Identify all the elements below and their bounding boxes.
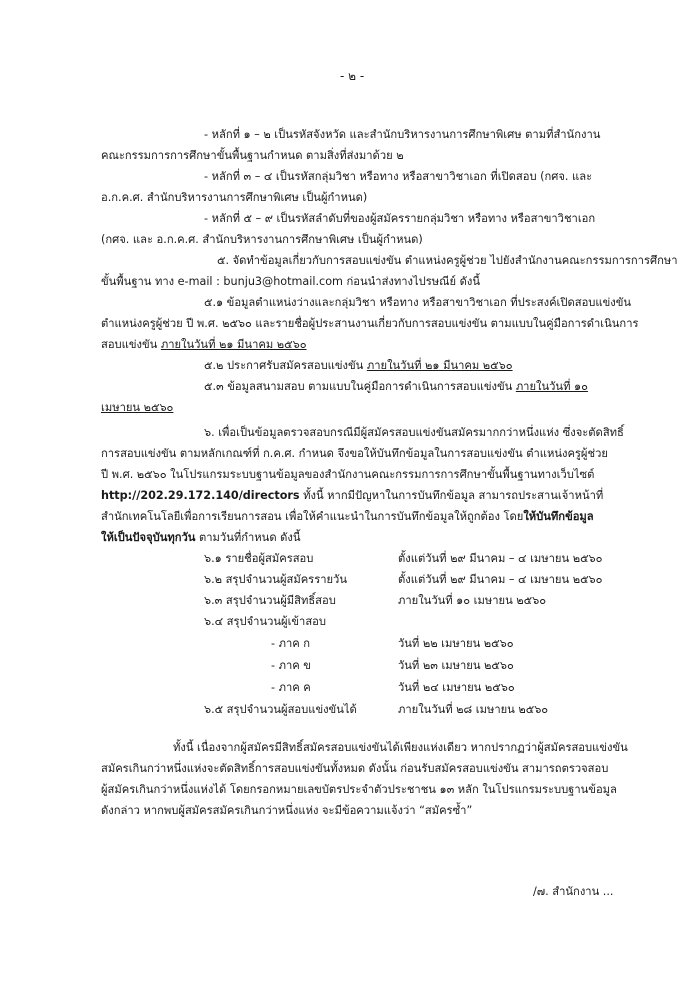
- schedule-label: ๖.๒ สรุปจำนวนผู้สมัครรายวัน: [204, 573, 347, 586]
- item5-1-deadline: ภายในวันที่ ๒๑ มีนาคม ๒๕๖๐: [160, 338, 307, 351]
- schedule-date: ตั้งแต่วันที่ ๒๙ มีนาคม – ๔ เมษายน ๒๕๖๐: [398, 552, 603, 565]
- item6-line2: การสอบแข่งขัน ตามหลักเกณฑ์ที่ ก.ค.ศ. กำหนด จึงขอให้บันทึกข้อมูลในการสอบแข่งขัน ตำแหน่งครูผู้ช่วย: [101, 447, 608, 460]
- item5-1-label: สอบแข่งขัน: [101, 338, 161, 351]
- schedule-sublabel: - ภาค ข: [271, 659, 311, 672]
- para1-line6: (กศจ. และ อ.ก.ค.ศ. สำนักบริหารงานการศึกษาพิเศษ เป็นผู้กำหนด): [101, 233, 423, 246]
- schedule-date: ภายในวันที่ ๒๘ เมษายน ๒๕๖๐: [398, 703, 549, 716]
- item5-2-line: [204, 358, 513, 374]
- item6-line5: [101, 509, 594, 525]
- schedule-date: วันที่ ๒๓ เมษายน ๒๕๖๐: [398, 659, 514, 672]
- schedule-sublabel: - ภาค ก: [271, 637, 311, 650]
- item5-2-deadline: ภายในวันที่ ๒๑ มีนาคม ๒๕๖๐: [366, 359, 513, 372]
- item6-line6-emphasis: ให้เป็นปัจจุบันทุกวัน: [101, 531, 196, 544]
- schedule-sublabel: - ภาค ค: [271, 681, 311, 694]
- item5-line2: ขั้นพื้นฐาน ทาง e-mail : bunju3@hotmail.com ก่อนนำส่งทางไปรษณีย์ ดังนี้: [101, 275, 480, 288]
- schedule-date: วันที่ ๒๔ เมษายน ๒๕๖๐: [398, 681, 515, 694]
- item6-line5-text: สำนักเทคโนโลยีเพื่อการเรียนการสอน เพื่อให้คำแนะนำในการบันทึกข้อมูลให้ถูกต้อง โดย: [101, 510, 524, 523]
- para1-line1: - หลักที่ ๑ – ๒ เป็นรหัสจังหวัด และสำนักบริหารงานการศึกษาพิเศษ ตามที่สำนักงาน: [204, 128, 601, 141]
- schedule-date: ภายในวันที่ ๑๐ เมษายน ๒๕๖๐: [398, 594, 547, 607]
- closing-line1: ทั้งนี้ เนื่องจากผู้สมัครมีสิทธิ์สมัครสอบแข่งขันได้เพียงแห่งเดียว หากปรากฏว่าผู้สมัครสอบแข่งขัน: [173, 741, 628, 754]
- para1-line2: คณะกรรมการการศึกษาขั้นพื้นฐานกำหนด ตามสิ่งที่ส่งมาด้วย ๒: [101, 149, 404, 162]
- para1-line5: - หลักที่ ๕ – ๙ เป็นรหัสลำดับที่ของผู้สมัครรายกลุ่มวิชา หรือทาง หรือสาขาวิชาเอก: [204, 212, 596, 225]
- para1-line3: - หลักที่ ๓ – ๔ เป็นรหัสกลุ่มวิชา หรือทาง หรือสาขาวิชาเอก ที่เปิดสอบ (กศจ. และ: [204, 170, 593, 183]
- item6-line6-text: ตามวันที่กำหนด ดังนี้: [195, 531, 301, 544]
- page-number: - ๒ -: [340, 69, 365, 83]
- schedule-label: ๖.๓ สรุปจำนวนผู้มีสิทธิ์สอบ: [204, 594, 336, 607]
- item6-line5-emphasis: ให้บันทึกข้อมูล: [523, 510, 594, 523]
- schedule-date: ตั้งแต่วันที่ ๒๙ มีนาคม – ๔ เมษายน ๒๕๖๐: [398, 573, 603, 586]
- item6-line6: [101, 530, 301, 546]
- item5-3-deadline: ภายในวันที่ ๑๐: [515, 380, 588, 393]
- item6-line1: ๖. เพื่อเป็นข้อมูลตรวจสอบกรณีมีผู้สมัครสอบแข่งขันสมัครมากกว่าหนึ่งแห่ง ซึ่งจะตัดสิทธิ์: [204, 426, 624, 439]
- website-url: http://202.29.172.140/directors: [101, 489, 300, 502]
- item6-line3: ปี พ.ศ. ๒๕๖๐ ในโปรแกรมระบบฐานข้อมูลของสำนักงานคณะกรรมการการศึกษาขั้นพื้นฐานทางเว็บไซต์: [101, 468, 595, 481]
- closing-line4: ดังกล่าว หากพบผู้สมัครสมัครเกินกว่าหนึ่งแห่ง จะมีข้อความแจ้งว่า “สมัครซ้ำ”: [101, 804, 473, 817]
- item5-1-line2: ตำแหน่งครูผู้ช่วย ปี พ.ศ. ๒๕๖๐ และรายชื่อผู้ประสานงานเกี่ยวกับการสอบแข่งขัน ตามแบบในคู่มือการดำเนินการ: [101, 317, 639, 330]
- para1-line4: อ.ก.ค.ศ. สำนักบริหารงานการศึกษาพิเศษ เป็นผู้กำหนด): [101, 191, 368, 204]
- schedule-label: ๖.๑ รายชื่อผู้สมัครสอบ: [204, 552, 314, 565]
- item5-3-label: ๕.๓ ข้อมูลสนามสอบ ตามแบบในคู่มือการดำเนินการสอบแข่งขัน: [204, 380, 516, 393]
- page-footer: /๗. สำนักงาน ...: [533, 885, 614, 898]
- item5-1-line3: [101, 337, 307, 353]
- closing-line2: สมัครเกินกว่าหนึ่งแห่งจะตัดสิทธิ์การสอบแข่งขันทั้งหมด ดังนั้น ก่อนรับสมัครสอบแข่งขัน สามารถตรวจสอบ: [101, 762, 609, 775]
- item5-line1: ๕. จัดทำข้อมูลเกี่ยวกับการสอบแข่งขัน ตำแหน่งครูผู้ช่วย ไปยังสำนักงานคณะกรรมการการศึกษา: [217, 254, 678, 267]
- item5-1-line1: ๕.๑ ข้อมูลตำแหน่งว่างและกลุ่มวิชา หรือทาง หรือสาขาวิชาเอก ที่ประสงค์เปิดสอบแข่งขัน: [204, 296, 632, 309]
- item5-3-line1: [204, 379, 588, 395]
- item6-line4-text: ทั้งนี้ หากมีปัญหาในการบันทึกข้อมูล สามารถประสานเจ้าหน้าที่: [299, 489, 604, 502]
- schedule-label: ๖.๕ สรุปจำนวนผู้สอบแข่งขันได้: [204, 703, 357, 716]
- schedule-date: วันที่ ๒๒ เมษายน ๒๕๖๐: [398, 637, 514, 650]
- item6-line4: [101, 488, 603, 504]
- item5-2-label: ๕.๒ ประกาศรับสมัครสอบแข่งขัน: [204, 359, 367, 372]
- item5-3-line2: เมษายน ๒๕๖๐: [101, 401, 174, 414]
- closing-line3: ผู้สมัครเกินกว่าหนึ่งแห่งได้ โดยกรอกหมายเลขบัตรประจำตัวประชาชน ๑๓ หลัก ในโปรแกรมระบบฐานข้อมูล: [101, 783, 617, 796]
- schedule-label: ๖.๔ สรุปจำนวนผู้เข้าสอบ: [204, 615, 326, 628]
